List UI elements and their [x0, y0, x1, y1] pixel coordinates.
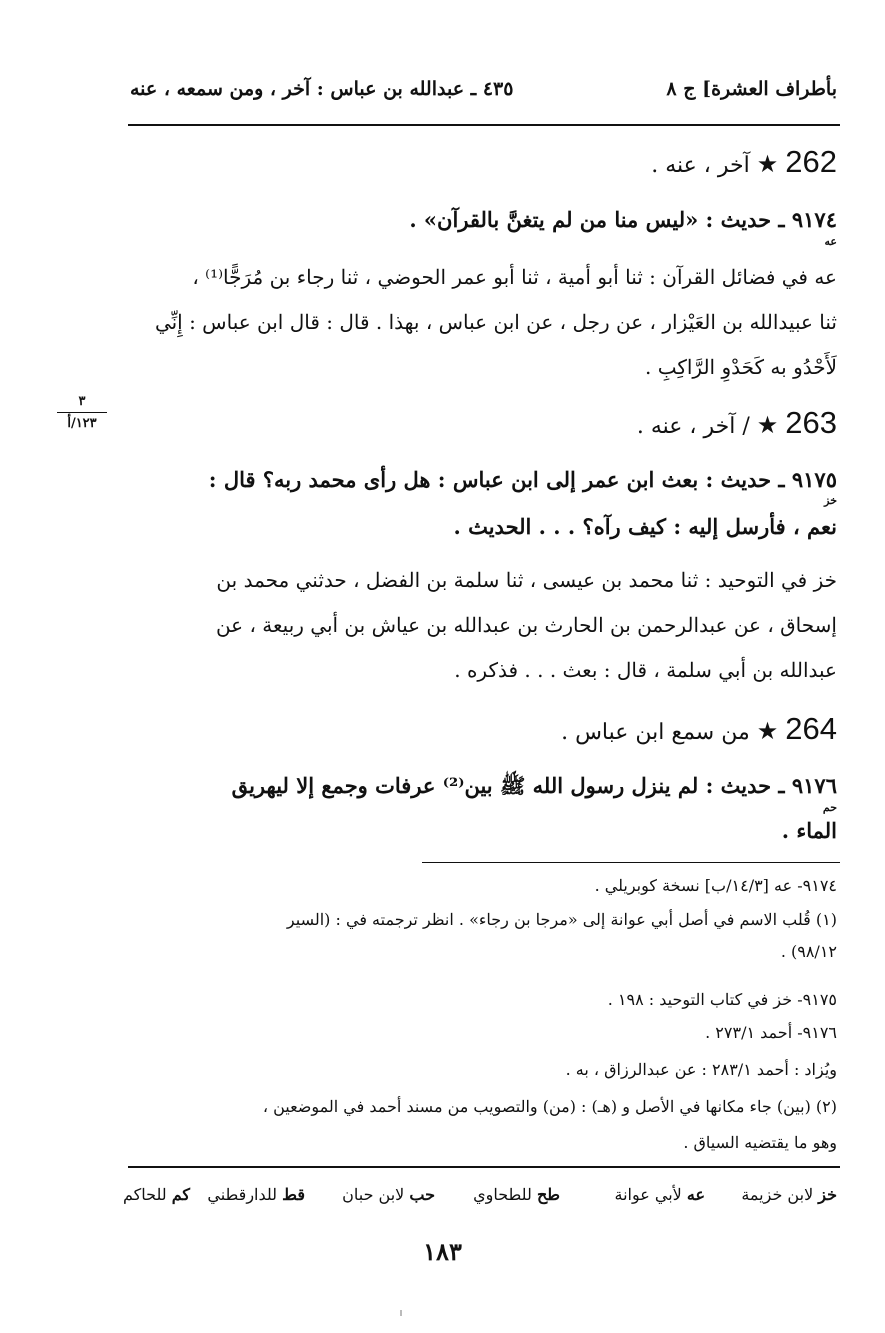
section-number: 263: [785, 405, 837, 440]
abbreviation-key: حب: [409, 1185, 435, 1204]
hadith-body-line: ثنا عبيدالله بن العَيْزار ، عن رجل ، عن ابن عباس ، بهذا . قال : قال ابن عباس : إِنِّي: [154, 310, 837, 334]
abbreviation-value: لابن حبان: [342, 1185, 405, 1204]
footnote-rule: [422, 862, 840, 863]
hadith-body-line: خز في التوحيد : ثنا محمد بن عيسى ، ثنا سلمة بن الفضل ، حدثني محمد بن: [216, 568, 837, 592]
footnote-line: ٩١٧٦- أحمد ٢٧٣/١ .: [705, 1023, 837, 1042]
abbreviation-value: لابن خزيمة: [741, 1185, 814, 1204]
footnote-line: ويُزاد : أحمد ٢٨٣/١ : عن عبدالرزاق ، به .: [565, 1060, 837, 1079]
section-title: آخر ، عنه .: [651, 153, 750, 178]
section-heading: [651, 144, 837, 180]
abbreviation-value: لأبي عوانة: [614, 1185, 682, 1204]
abbreviation-value: للدارقطني: [207, 1185, 278, 1204]
running-header-volume: بأطراف العشرة] ج ٨: [666, 78, 837, 100]
abbreviation-value: للطحاوي: [473, 1185, 532, 1204]
running-header-chapter: ٤٣٥ ـ عبدالله بن عباس : آخر ، ومن سمعه ، عنه: [130, 78, 514, 100]
margin-ref-top: ٣: [78, 394, 86, 409]
hadith-heading-line: نعم ، فأرسل إليه : كيف رآه؟ . . . الحديث .: [453, 514, 837, 539]
hadith-source-tag: عه: [824, 235, 837, 248]
abbreviation-value: للحاكم: [123, 1185, 167, 1204]
hadith-source-tag: خز: [824, 494, 837, 507]
footnote-line: (١) قُلب الاسم في أصل أبي عوانة إلى «مرجا بن رجاء» . انظر ترجمته في : (السير: [286, 910, 837, 929]
abbreviation-key: قط: [282, 1185, 305, 1204]
abbreviation-rule: [128, 1166, 840, 1168]
hadith-body-line: عه في فضائل القرآن : ثنا أبو أمية ، ثنا أبو عمر الحوضي ، ثنا رجاء بن مُرَجًّا⁽¹⁾ ،: [192, 265, 837, 289]
hadith-heading: ٩١٧٦ ـ حديث : لم ينزل رسول الله ﷺ بين⁽²⁾ عرفات وجمع إلا ليهريق: [231, 773, 837, 798]
star-icon: ★: [756, 150, 779, 178]
abbreviation-item: [614, 1185, 705, 1204]
abbreviation-item: [342, 1185, 435, 1204]
hadith-heading-line: الماء .: [781, 818, 837, 843]
abbreviation-item: [473, 1185, 560, 1204]
section-number: 264: [785, 711, 837, 746]
abbreviation-key: عه: [686, 1185, 705, 1204]
footnote-line: وهو ما يقتضيه السياق .: [683, 1133, 837, 1152]
abbreviation-key: خز: [818, 1185, 837, 1204]
margin-ref-divider: [57, 412, 107, 413]
abbreviation-item: [123, 1185, 190, 1204]
abbreviation-item: [207, 1185, 305, 1204]
star-icon: ★: [756, 411, 779, 439]
margin-ref-bottom: ١٢٣/أ: [67, 416, 97, 431]
scan-mark: [400, 1310, 402, 1316]
hadith-body-line: لَأَحْدُو به كَحَدْوِ الرَّاكِبِ .: [645, 355, 837, 379]
footnote-line: (٢) (بين) جاء مكانها في الأصل و (هـ) : (من) والتصويب من مسند أحمد في الموضعين ،: [262, 1097, 837, 1116]
hadith-body-line: عبدالله بن أبي سلمة ، قال : بعث . . . فذكره .: [454, 658, 837, 682]
footnote-line: ٩٨/١٢) .: [780, 942, 837, 961]
section-title: / آخر ، عنه .: [636, 414, 750, 439]
hadith-heading: ٩١٧٤ ـ حديث : «ليس منا من لم يتغنَّ بالقرآن» .: [409, 207, 837, 232]
star-icon: ★: [756, 717, 779, 745]
section-heading: [561, 711, 837, 747]
abbreviation-key: طح: [536, 1185, 560, 1204]
section-heading: [637, 405, 837, 441]
section-title: من سمع ابن عباس .: [561, 720, 750, 745]
footnote-line: ٩١٧٤- عه [١٤/٣/ب] نسخة كوبريلي .: [594, 876, 837, 895]
hadith-body-line: إسحاق ، عن عبدالرحمن بن الحارث بن عبدالله بن عياش بن أبي ربيعة ، عن: [215, 613, 837, 637]
abbreviation-key: كم: [171, 1185, 190, 1204]
margin-manuscript-reference: [57, 394, 107, 431]
hadith-heading: ٩١٧٥ ـ حديث : بعث ابن عمر إلى ابن عباس : هل رأى محمد ربه؟ قال :: [208, 467, 837, 492]
section-number: 262: [785, 144, 837, 179]
page-number: ١٨٣: [423, 1237, 462, 1266]
hadith-source-tag: حم: [822, 801, 837, 814]
header-rule: [128, 124, 840, 126]
footnote-line: ٩١٧٥- خز في كتاب التوحيد : ١٩٨ .: [607, 990, 837, 1009]
abbreviation-item: [741, 1185, 837, 1204]
